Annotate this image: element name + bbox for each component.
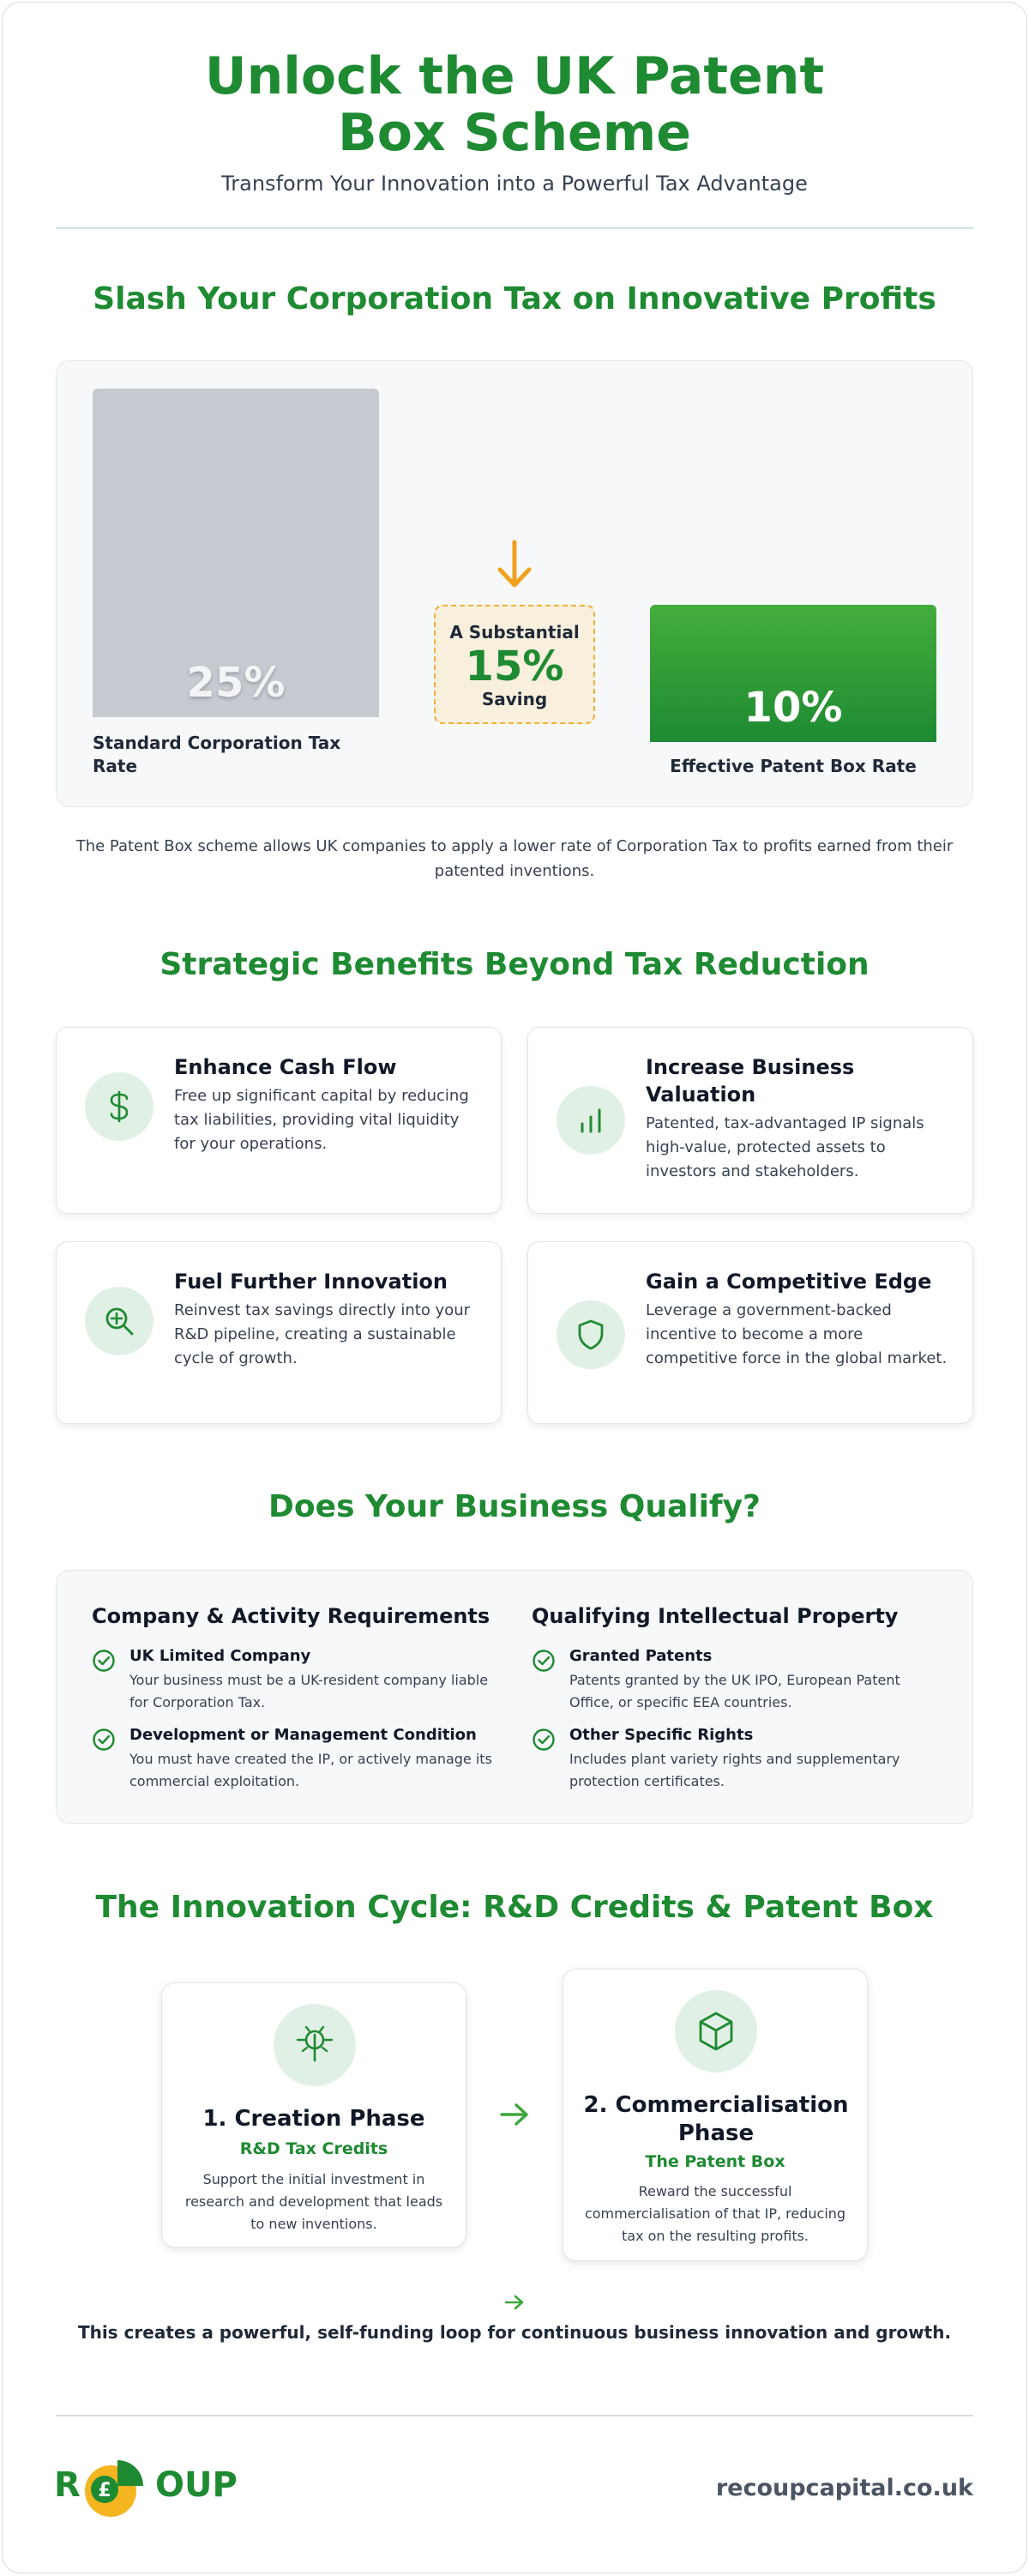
benefit-text: Reinvest tax savings directly into your R&D pipeline, creating a sustainable cycle of growth. — [174, 1301, 471, 1367]
saving-callout — [434, 605, 595, 724]
tax-section-title: Slash Your Corporation Tax on Innovative Profits — [93, 281, 936, 317]
benefit-title: Enhance Cash Flow — [174, 1055, 397, 1079]
tax-description: The Patent Box scheme allows UK companies to apply a lower rate of Corporation Tax to profits earned from their patented inventions. — [75, 837, 954, 880]
divider — [56, 227, 973, 229]
benefit-text: Leverage a government-backed incentive to become a more competitive force in the global market. — [646, 1301, 948, 1367]
phase-title: 2. Commercialisation Phase — [583, 2092, 849, 2146]
phase-text: Support the initial investment in research and development that leads to new inventions. — [184, 2171, 443, 2232]
benefit-text: Patented, tax-advantaged IP signals high-value, protected assets to investors and stakeholders. — [646, 1114, 924, 1180]
phase-card-commercialisation — [563, 1969, 868, 2261]
qualify-item-title: Development or Management Condition — [129, 1726, 477, 1744]
phase-text: Reward the successful commercialisation of that IP, reducing tax on the resulting profits. — [584, 2183, 846, 2244]
qualify-item-text: You must have created the IP, or actively manage its commercial exploitation. — [129, 1751, 492, 1789]
footer-divider — [56, 2415, 973, 2416]
page-title — [0, 48, 1029, 161]
saving-line1: A Substantial — [449, 622, 580, 642]
bar-chart-icon — [557, 1086, 625, 1155]
phase-title: 1. Creation Phase — [202, 2106, 425, 2132]
qualify-item-text: Patents granted by the UK IPO, European Patent Office, or specific EEA countries. — [569, 1672, 900, 1710]
patent-box-rate-bar — [650, 605, 936, 742]
benefit-card-valuation — [527, 1027, 973, 1214]
bulb-icon — [274, 2004, 356, 2086]
arrow-right-small-icon — [504, 2293, 525, 2312]
recoup-logo: R £ OUP — [54, 2453, 243, 2519]
saving-value: 15% — [465, 642, 564, 691]
standard-rate-label: Standard Corporation Tax Rate — [93, 733, 341, 776]
cycle-note: This creates a powerful, self-funding loop for continuous business innovation and growth. — [77, 2322, 952, 2343]
page-title-text: Unlock the UK Patent Box Scheme — [204, 46, 825, 163]
standard-rate-bar — [93, 389, 379, 717]
qualify-right-heading: Qualifying Intellectual Property — [532, 1604, 899, 1628]
benefit-card-competitive — [527, 1241, 973, 1424]
saving-line3: Saving — [481, 689, 548, 709]
qualify-item-text: Includes plant variety rights and supplementary protection certificates. — [569, 1751, 900, 1789]
check-circle-icon — [92, 1649, 116, 1673]
check-circle-icon — [92, 1728, 116, 1752]
arrow-right-icon — [499, 2102, 530, 2127]
check-circle-icon — [532, 1649, 556, 1673]
cycle-section-title: The Innovation Cycle: R&D Credits & Patent Box — [95, 1890, 934, 1925]
qualify-left-heading: Company & Activity Requirements — [92, 1604, 490, 1628]
arrow-down-icon — [493, 539, 536, 590]
dollar-icon — [85, 1072, 153, 1141]
page-subtitle: Transform Your Innovation into a Powerful Tax Advantage — [221, 172, 808, 196]
benefits-section-title: Strategic Benefits Beyond Tax Reduction — [159, 947, 870, 982]
benefit-text: Free up significant capital by reducing tax liabilities, providing vital liquidity for your operations. — [174, 1087, 469, 1153]
shield-icon — [557, 1300, 625, 1369]
benefit-card-innovation — [56, 1241, 502, 1424]
qualify-item-text: Your business must be a UK-resident company liable for Corporation Tax. — [129, 1672, 489, 1710]
qualify-item-title: Other Specific Rights — [569, 1726, 754, 1744]
qualify-item-title: UK Limited Company — [129, 1647, 311, 1665]
website-link[interactable]: recoupcapital.co.uk — [715, 2475, 973, 2501]
benefit-card-cash-flow — [56, 1027, 502, 1214]
zoom-in-icon — [85, 1287, 153, 1355]
svg-text:£: £ — [98, 2480, 111, 2501]
qualify-section-title: Does Your Business Qualify? — [268, 1489, 761, 1524]
benefit-title: Gain a Competitive Edge — [646, 1270, 932, 1294]
benefit-title: Increase Business Valuation — [646, 1055, 855, 1107]
phase-card-creation — [161, 1982, 466, 2247]
benefit-title: Fuel Further Innovation — [174, 1270, 448, 1294]
check-circle-icon — [532, 1728, 556, 1752]
phase-subtitle: The Patent Box — [645, 2152, 785, 2171]
cube-icon — [675, 1990, 757, 2072]
standard-rate-value: 25% — [186, 659, 286, 707]
qualify-item-title: Granted Patents — [569, 1647, 713, 1665]
patent-box-rate-value: 10% — [743, 684, 843, 732]
phase-subtitle: R&D Tax Credits — [239, 2139, 388, 2158]
patent-box-rate-label: Effective Patent Box Rate — [670, 756, 917, 776]
